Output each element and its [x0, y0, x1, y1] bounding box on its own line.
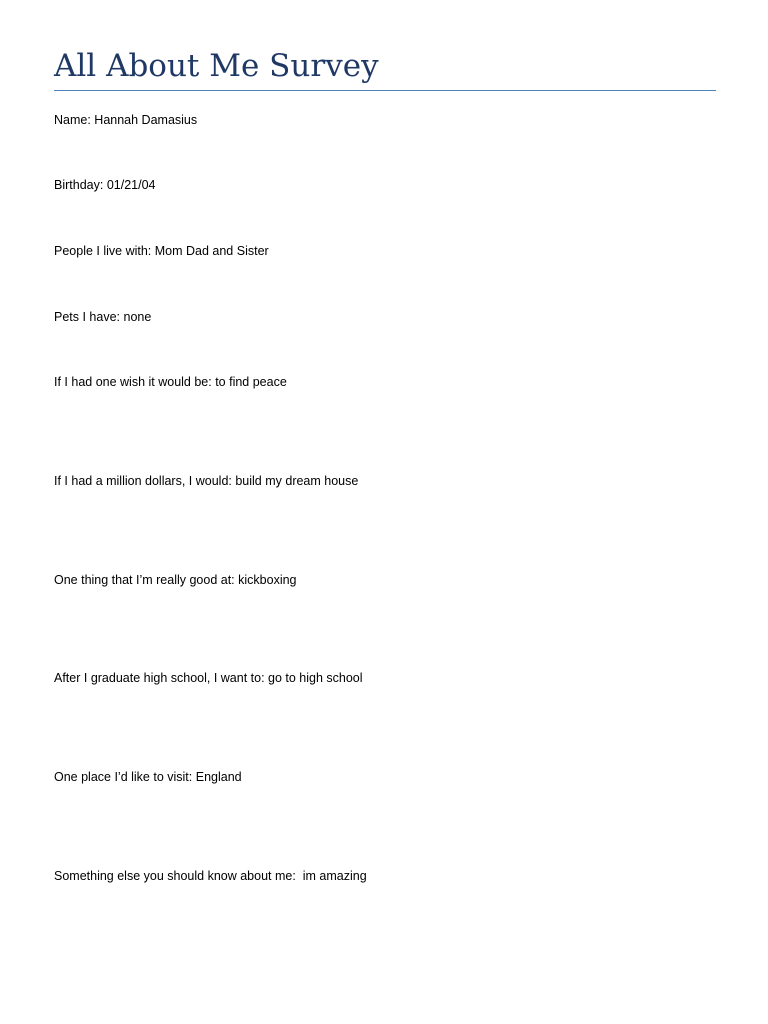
field-one-wish	[54, 374, 287, 390]
field-value: im amazing	[295, 869, 367, 883]
field-name	[54, 112, 197, 128]
field-good-at	[54, 572, 297, 588]
field-value: Mom Dad and Sister	[151, 244, 269, 258]
field-place-to-visit	[54, 769, 242, 785]
field-label: Birthday:	[54, 178, 104, 192]
field-million-dollars	[54, 473, 358, 489]
field-value: kickboxing	[234, 573, 297, 587]
field-value: 01/21/04	[103, 178, 156, 192]
field-value: to find peace	[211, 375, 287, 389]
field-after-graduate	[54, 670, 363, 686]
field-something-else	[54, 868, 367, 884]
field-label: One place I’d like to visit:	[54, 770, 193, 784]
field-value: Hannah Damasius	[90, 113, 198, 127]
field-people-live-with	[54, 243, 269, 259]
field-label: Something else you should know about me:	[54, 869, 296, 883]
field-label: One thing that I’m really good at:	[54, 573, 235, 587]
field-value: none	[120, 310, 152, 324]
field-pets	[54, 309, 151, 325]
title-divider	[54, 90, 716, 91]
field-label: After I graduate high school, I want to:	[54, 671, 265, 685]
field-label: People I live with:	[54, 244, 152, 258]
field-value: go to high school	[264, 671, 363, 685]
field-birthday	[54, 177, 155, 193]
field-label: Pets I have:	[54, 310, 121, 324]
field-value: England	[192, 770, 242, 784]
field-label: If I had one wish it would be:	[54, 375, 212, 389]
field-label: Name:	[54, 113, 91, 127]
field-label: If I had a million dollars, I would:	[54, 474, 232, 488]
field-value: build my dream house	[231, 474, 359, 488]
page-title: All About Me Survey	[54, 48, 379, 84]
